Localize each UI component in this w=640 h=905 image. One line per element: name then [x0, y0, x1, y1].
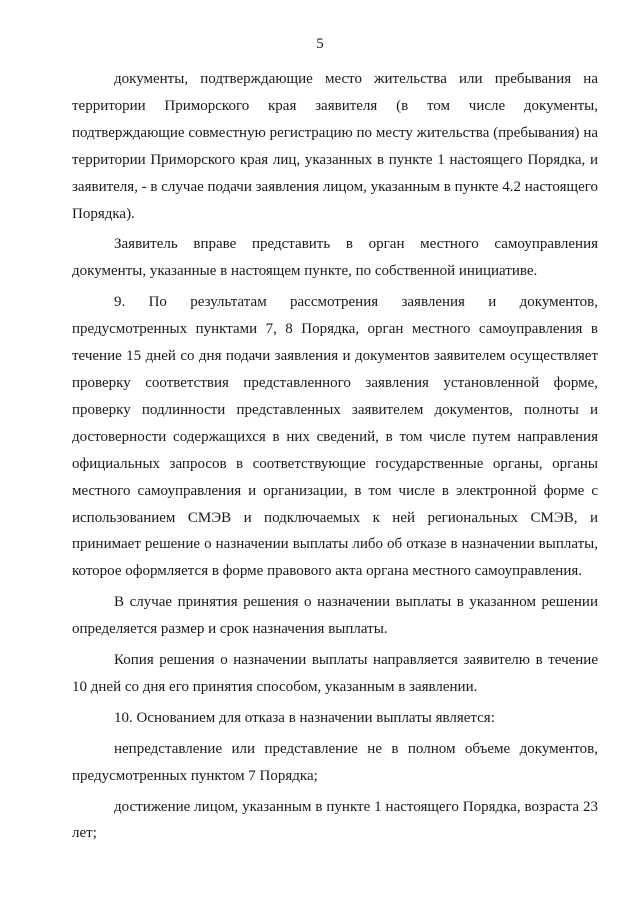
paragraph-decision-copy: Копия решения о назначении выплаты направляется заявителю в течение 10 дней со дня его принятия способом, указанным в заявлении. [72, 652, 598, 695]
paragraph-item-9: 9. По результатам рассмотрения заявления и документов, предусмотренных пунктами 7, 8 Порядка, орган местного самоуправления в течение 15 дней со дня подачи заявления и документов заявителем осуществляет проверку соответствия представленного заявления установленной форме, проверку подлинности представленных заявителем документов, полноты и достоверности содержащихся в них сведений, в том числе путем направления официальных запросов в соответствующие государственные органы, органы местного самоуправления и организации, в том числе в электронной форме с использованием СМЭВ и подключаемых к ней региональных СМЭВ, и принимает решение о назначении выплаты либо об отказе в назначении выплаты, которое оформляется в форме правового акта органа местного самоуправления. [72, 294, 598, 580]
paragraph-missing-documents: непредставление или представление не в полном объеме документов, предусмотренных пунктом 7 Порядка; [72, 740, 598, 784]
paragraph-age-limit: достижение лицом, указанным в пункте 1 настоящего Порядка, возраста 23 лет; [72, 798, 598, 842]
page-number: 5 [316, 36, 324, 52]
paragraph-residence-documents: документы, подтверждающие место жительства или пребывания на территории Приморского края заявителя (в том числе документы, подтверждающие совместную регистрацию по месту жительства (пребывания) на территории Приморского края лиц, указанных в пункте 1 настоящего Порядка, и заявителя, - в случае подачи заявления лицом, указанным в пункте 4.2 настоящего Порядка). [72, 71, 599, 222]
paragraph-payment-amount: В случае принятия решения о назначении выплаты в указанном решении определяется размер и срок назначения выплаты. [72, 594, 598, 638]
paragraph-item-10: 10. Основанием для отказа в назначении выплаты является: [114, 709, 495, 726]
paragraph-own-initiative: Заявитель вправе представить в орган местного самоуправления документы, указанные в настоящем пункте, по собственной инициативе. [72, 236, 598, 280]
document-body [72, 66, 598, 851]
